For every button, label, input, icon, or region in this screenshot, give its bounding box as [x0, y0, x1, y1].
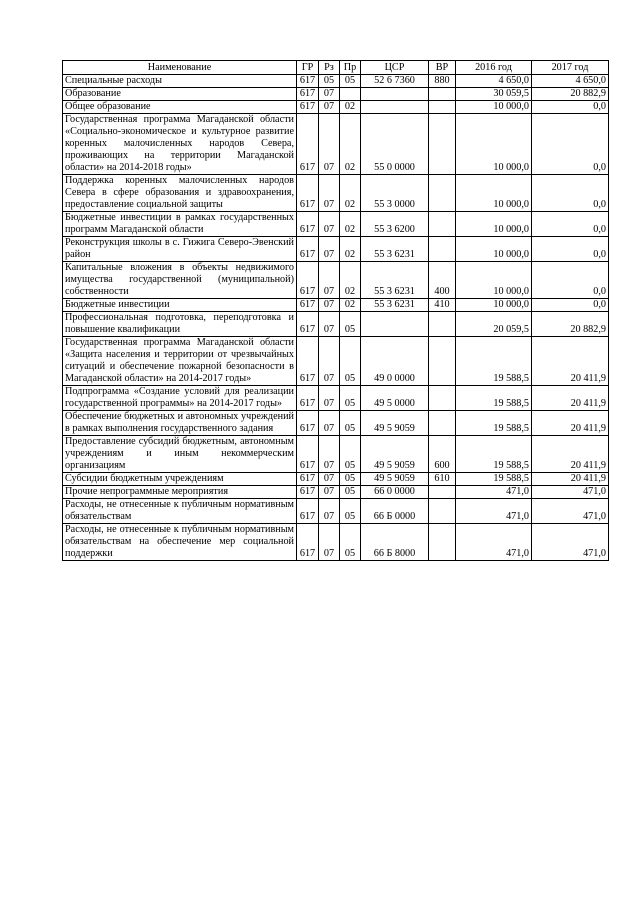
cell-rz: 07	[319, 212, 340, 237]
cell-rz: 07	[319, 486, 340, 499]
cell-csr: 66 Б 0000	[361, 499, 429, 524]
cell-2017: 20 882,9	[532, 312, 609, 337]
cell-csr: 55 3 6231	[361, 299, 429, 312]
cell-rz: 07	[319, 337, 340, 386]
cell-name: Бюджетные инвестиции в рамках государственных программ Магаданской области	[63, 212, 297, 237]
cell-2017: 471,0	[532, 486, 609, 499]
table-row	[63, 486, 609, 499]
cell-pr	[340, 88, 361, 101]
cell-name: Бюджетные инвестиции	[63, 299, 297, 312]
cell-2017: 0,0	[532, 262, 609, 299]
cell-vr	[429, 114, 456, 175]
cell-rz: 05	[319, 75, 340, 88]
table-body	[63, 75, 609, 561]
cell-vr	[429, 411, 456, 436]
cell-csr: 55 3 0000	[361, 175, 429, 212]
cell-rz: 07	[319, 499, 340, 524]
cell-pr: 05	[340, 337, 361, 386]
cell-vr: 410	[429, 299, 456, 312]
cell-name: Капитальные вложения в объекты недвижимого имущества государственной (муниципальной) собственности	[63, 262, 297, 299]
cell-gr: 617	[297, 524, 319, 561]
cell-2016: 10 000,0	[456, 212, 532, 237]
cell-pr: 05	[340, 386, 361, 411]
cell-vr	[429, 212, 456, 237]
cell-2016: 10 000,0	[456, 237, 532, 262]
cell-rz: 07	[319, 411, 340, 436]
table-row	[63, 436, 609, 473]
budget-table	[62, 60, 609, 561]
col-header-2016: 2016 год	[456, 61, 532, 75]
cell-rz: 07	[319, 262, 340, 299]
cell-2016: 10 000,0	[456, 175, 532, 212]
table-row	[63, 411, 609, 436]
cell-rz: 07	[319, 436, 340, 473]
cell-2017: 0,0	[532, 237, 609, 262]
cell-gr: 617	[297, 262, 319, 299]
cell-name: Расходы, не отнесенные к публичным нормативным обязательствам	[63, 499, 297, 524]
cell-name: Расходы, не отнесенные к публичным нормативным обязательствам на обеспечение мер социальной поддержки	[63, 524, 297, 561]
cell-pr: 05	[340, 473, 361, 486]
table-row	[63, 212, 609, 237]
cell-gr: 617	[297, 101, 319, 114]
table-header-row	[63, 61, 609, 75]
cell-vr	[429, 237, 456, 262]
cell-pr: 05	[340, 524, 361, 561]
cell-vr	[429, 88, 456, 101]
col-header-2017: 2017 год	[532, 61, 609, 75]
cell-gr: 617	[297, 88, 319, 101]
cell-2016: 10 000,0	[456, 262, 532, 299]
table-row	[63, 337, 609, 386]
cell-2017: 0,0	[532, 114, 609, 175]
cell-2016: 471,0	[456, 499, 532, 524]
cell-csr: 49 5 0000	[361, 386, 429, 411]
cell-rz: 07	[319, 101, 340, 114]
table-row	[63, 312, 609, 337]
cell-gr: 617	[297, 114, 319, 175]
cell-gr: 617	[297, 212, 319, 237]
table-row	[63, 101, 609, 114]
cell-2017: 20 411,9	[532, 473, 609, 486]
cell-vr	[429, 312, 456, 337]
document-page	[62, 60, 608, 561]
cell-rz: 07	[319, 312, 340, 337]
cell-gr: 617	[297, 75, 319, 88]
cell-vr	[429, 499, 456, 524]
cell-2017: 471,0	[532, 499, 609, 524]
cell-2017: 20 411,9	[532, 436, 609, 473]
cell-pr: 02	[340, 175, 361, 212]
cell-2017: 4 650,0	[532, 75, 609, 88]
cell-2016: 10 000,0	[456, 299, 532, 312]
cell-pr: 02	[340, 237, 361, 262]
cell-pr: 02	[340, 262, 361, 299]
cell-vr	[429, 486, 456, 499]
cell-gr: 617	[297, 337, 319, 386]
table-row	[63, 473, 609, 486]
cell-name: Общее образование	[63, 101, 297, 114]
cell-pr: 05	[340, 436, 361, 473]
cell-2017: 0,0	[532, 299, 609, 312]
cell-name: Подпрограмма «Создание условий для реализации государственной программы» на 2014-2017 годы»	[63, 386, 297, 411]
col-header-gr: ГР	[297, 61, 319, 75]
cell-csr: 55 3 6231	[361, 237, 429, 262]
cell-pr: 02	[340, 299, 361, 312]
cell-rz: 07	[319, 299, 340, 312]
cell-name: Поддержка коренных малочисленных народов Севера в сфере образования и здравоохранения, предоставление социальной защиты	[63, 175, 297, 212]
cell-vr: 610	[429, 473, 456, 486]
cell-rz: 07	[319, 473, 340, 486]
cell-gr: 617	[297, 411, 319, 436]
cell-pr: 05	[340, 411, 361, 436]
cell-name: Прочие непрограммные мероприятия	[63, 486, 297, 499]
cell-2017: 20 411,9	[532, 386, 609, 411]
cell-2016: 471,0	[456, 486, 532, 499]
table-row	[63, 114, 609, 175]
table-row	[63, 237, 609, 262]
cell-2017: 20 411,9	[532, 337, 609, 386]
cell-name: Субсидии бюджетным учреждениям	[63, 473, 297, 486]
cell-csr: 52 6 7360	[361, 75, 429, 88]
cell-rz: 07	[319, 524, 340, 561]
cell-csr	[361, 312, 429, 337]
cell-pr: 02	[340, 101, 361, 114]
cell-csr: 49 5 9059	[361, 436, 429, 473]
cell-2016: 30 059,5	[456, 88, 532, 101]
cell-2017: 0,0	[532, 212, 609, 237]
cell-2016: 19 588,5	[456, 436, 532, 473]
table-row	[63, 88, 609, 101]
col-header-vr: ВР	[429, 61, 456, 75]
table-row	[63, 262, 609, 299]
cell-csr: 55 0 0000	[361, 114, 429, 175]
cell-csr	[361, 101, 429, 114]
cell-vr: 600	[429, 436, 456, 473]
cell-2016: 19 588,5	[456, 473, 532, 486]
cell-2016: 10 000,0	[456, 101, 532, 114]
table-row	[63, 299, 609, 312]
col-header-csr: ЦСР	[361, 61, 429, 75]
cell-csr: 66 Б 8000	[361, 524, 429, 561]
cell-2017: 471,0	[532, 524, 609, 561]
cell-gr: 617	[297, 436, 319, 473]
cell-csr: 49 0 0000	[361, 337, 429, 386]
cell-name: Обеспечение бюджетных и автономных учреждений в рамках выполнения государственного задания	[63, 411, 297, 436]
cell-pr: 02	[340, 212, 361, 237]
cell-rz: 07	[319, 114, 340, 175]
table-row	[63, 524, 609, 561]
cell-vr	[429, 337, 456, 386]
cell-pr: 05	[340, 499, 361, 524]
cell-gr: 617	[297, 473, 319, 486]
cell-gr: 617	[297, 386, 319, 411]
cell-csr: 55 3 6231	[361, 262, 429, 299]
table-row	[63, 499, 609, 524]
cell-rz: 07	[319, 88, 340, 101]
cell-2016: 20 059,5	[456, 312, 532, 337]
cell-2017: 20 882,9	[532, 88, 609, 101]
cell-csr: 49 5 9059	[361, 411, 429, 436]
cell-vr: 400	[429, 262, 456, 299]
cell-vr	[429, 175, 456, 212]
cell-2017: 0,0	[532, 175, 609, 212]
col-header-rz: Рз	[319, 61, 340, 75]
col-header-pr: Пр	[340, 61, 361, 75]
col-header-name: Наименование	[63, 61, 297, 75]
cell-2016: 19 588,5	[456, 411, 532, 436]
cell-2017: 0,0	[532, 101, 609, 114]
cell-gr: 617	[297, 486, 319, 499]
cell-csr	[361, 88, 429, 101]
table-row	[63, 386, 609, 411]
table-row	[63, 75, 609, 88]
cell-2016: 19 588,5	[456, 337, 532, 386]
cell-name: Специальные расходы	[63, 75, 297, 88]
cell-name: Государственная программа Магаданской области «Защита населения и территории от чрезвычайных ситуаций и обеспечение пожарной безопасности в Магаданской области» на 2014-2017 годы»	[63, 337, 297, 386]
cell-pr: 02	[340, 114, 361, 175]
cell-rz: 07	[319, 237, 340, 262]
cell-2016: 10 000,0	[456, 114, 532, 175]
cell-gr: 617	[297, 499, 319, 524]
cell-csr: 66 0 0000	[361, 486, 429, 499]
cell-rz: 07	[319, 175, 340, 212]
cell-gr: 617	[297, 175, 319, 212]
cell-name: Профессиональная подготовка, переподготовка и повышение квалификации	[63, 312, 297, 337]
cell-gr: 617	[297, 237, 319, 262]
cell-gr: 617	[297, 312, 319, 337]
cell-vr	[429, 386, 456, 411]
cell-vr	[429, 524, 456, 561]
cell-pr: 05	[340, 75, 361, 88]
cell-2017: 20 411,9	[532, 411, 609, 436]
cell-rz: 07	[319, 386, 340, 411]
cell-name: Предоставление субсидий бюджетным, автономным учреждениям и иным некоммерческим организациям	[63, 436, 297, 473]
cell-name: Государственная программа Магаданской области «Социально-экономическое и культурное развитие коренных малочисленных народов Севера, проживающих на территории Магаданской области» на 2014-2018 годы»	[63, 114, 297, 175]
cell-2016: 471,0	[456, 524, 532, 561]
cell-vr	[429, 101, 456, 114]
cell-name: Образование	[63, 88, 297, 101]
cell-2016: 19 588,5	[456, 386, 532, 411]
cell-pr: 05	[340, 312, 361, 337]
cell-csr: 49 5 9059	[361, 473, 429, 486]
cell-name: Реконструкция школы в с. Гижига Северо-Эвенский район	[63, 237, 297, 262]
cell-csr: 55 3 6200	[361, 212, 429, 237]
cell-2016: 4 650,0	[456, 75, 532, 88]
table-row	[63, 175, 609, 212]
cell-vr: 880	[429, 75, 456, 88]
cell-gr: 617	[297, 299, 319, 312]
cell-pr: 05	[340, 486, 361, 499]
